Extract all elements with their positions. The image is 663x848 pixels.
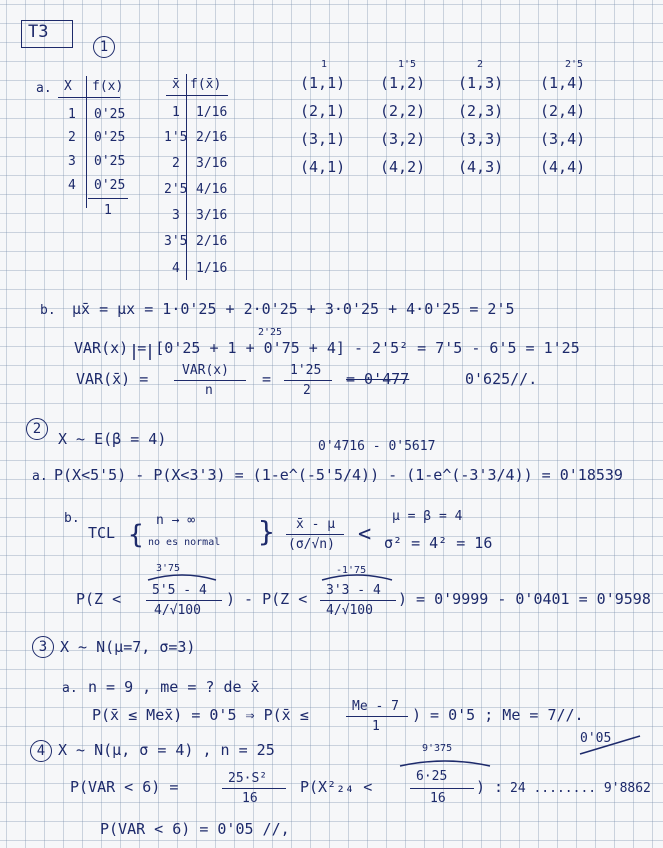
pair-3-1: (3,1)	[300, 130, 346, 148]
struck-value: = 0'477	[346, 370, 410, 388]
pair-mean-1: 1	[321, 59, 328, 70]
ex3-distribution: X ~ N(μ=7, σ=3)	[60, 638, 196, 656]
t1-x-4: 4	[68, 178, 76, 193]
chi-fraction-den: 16	[430, 791, 446, 806]
ex2-a-label: a.	[32, 469, 48, 484]
pair-2-2: (2,2)	[380, 102, 426, 120]
pair-1-4: (1,4)	[540, 74, 586, 92]
chi-bound-annotation: 9'375	[422, 743, 453, 754]
pair-mean-1-5: 1'5	[398, 59, 417, 70]
t2-f-6: 2/16	[196, 234, 228, 249]
t2-f-2: 2/16	[196, 130, 228, 145]
exercise-1-number: 1	[93, 36, 115, 58]
pair-1-3: (1,3)	[458, 74, 504, 92]
prob-part-1: P(Z <	[76, 590, 122, 608]
sheet-tag: T3	[28, 22, 49, 42]
tcl-condition-normal: no es normal	[148, 537, 221, 548]
tcl-condition-n: n → ∞	[156, 513, 196, 528]
t1-x-2: 2	[68, 130, 76, 145]
t1-header-fx: f(x)	[92, 79, 124, 94]
chi-table-row: 24 ........ 9'8862	[510, 781, 651, 796]
pair-4-2: (4,2)	[380, 158, 426, 176]
chi-prob-left: P(X²₂₄ <	[300, 778, 373, 796]
variance-fraction-num: VAR(x)	[182, 363, 229, 378]
less-than-symbol: <	[358, 522, 372, 547]
ex4-fraction-num: 25·S²	[228, 771, 268, 786]
t1-header-x: X	[64, 79, 72, 94]
ex1-b-label: b.	[40, 303, 56, 318]
pair-3-2: (3,2)	[380, 130, 426, 148]
t2-x-5: 3	[172, 208, 180, 223]
pair-1-1: (1,1)	[300, 74, 346, 92]
ex4-distribution: X ~ N(μ, σ = 4) , n = 25	[58, 741, 275, 759]
t1-f-4: 0'25	[94, 178, 126, 193]
ex2-b-label: b.	[64, 511, 80, 526]
chi-brace-icon	[400, 761, 490, 766]
t1-f-3: 0'25	[94, 154, 126, 169]
chi-table-column: 0'05	[580, 731, 612, 746]
exercise-2-number: 2	[26, 418, 48, 440]
variance-fraction2-den: 2	[303, 383, 311, 398]
ex3-a-label: a.	[62, 681, 78, 696]
ex3-median-den: 1	[372, 719, 380, 734]
t1-x-3: 3	[68, 154, 76, 169]
t2-x-1: 1	[172, 105, 180, 120]
ex3-median-result: ) = 0'5 ; Me = 7//.	[412, 706, 584, 724]
t2-f-4: 4/16	[196, 182, 228, 197]
ex3-median-num: Me - 7	[352, 699, 399, 714]
ex2-a-equation: P(X<5'5) - P(X<3'3) = (1-e^(-5'5/4)) - (1-e^(-3'3/4)) = 0'18539	[54, 466, 623, 484]
t2-header-fx: f(x̄)	[190, 77, 222, 92]
t1-x-1: 1	[68, 107, 76, 122]
variance-xbar-result: 0'625//.	[465, 370, 538, 388]
ex2-a-annotation: 0'4716 - 0'5617	[318, 439, 436, 454]
prob-fraction1-den: 4/√100	[154, 603, 201, 618]
t1-f-1: 0'25	[94, 107, 126, 122]
pair-1-2: (1,2)	[380, 74, 426, 92]
prob-part-2: ) - P(Z <	[226, 590, 308, 608]
t1-total: 1	[104, 203, 112, 218]
mean-equation: μx̄ = μx = 1·0'25 + 2·0'25 + 3·0'25 + 4·0'25 = 2'5	[72, 300, 515, 318]
t2-f-3: 3/16	[196, 156, 228, 171]
z-bound-1-annotation: 3'75	[156, 563, 181, 574]
t2-x-3: 2	[172, 156, 180, 171]
pair-mean-2: 2	[477, 59, 484, 70]
mu-beta-value: μ = β = 4	[392, 509, 463, 524]
chi-prob-right: ) :	[476, 778, 504, 796]
exercise-3-number: 3	[32, 636, 54, 658]
tcl-label: TCL	[88, 524, 116, 542]
pair-4-3: (4,3)	[458, 158, 504, 176]
ex4-prob-left: P(VAR < 6) =	[70, 778, 179, 796]
ex3-median-part-1: P(x̄ ≤ Mex̄) = 0'5 ⇒ P(x̄ ≤	[92, 706, 309, 724]
t2-x-7: 4	[172, 261, 180, 276]
prob-fraction1-num: 5'5 - 4	[152, 583, 207, 598]
ex3-a-statement: n = 9 , me = ? de x̄	[88, 678, 260, 696]
prob-brace-2-icon	[322, 575, 392, 580]
z-bound-2-annotation: -1'75	[336, 565, 367, 576]
pair-mean-2-5: 2'5	[565, 59, 584, 70]
pair-2-4: (2,4)	[540, 102, 586, 120]
pair-3-3: (3,3)	[458, 130, 504, 148]
prob-result: ) = 0'9999 - 0'0401 = 0'9598	[398, 590, 651, 608]
t2-f-5: 3/16	[196, 208, 228, 223]
variance-fraction2-num: 1'25	[290, 363, 322, 378]
prob-fraction2-num: 3'3 - 4	[326, 583, 381, 598]
tcl-brace-icon: {	[128, 520, 144, 550]
table-lookup-arrow-icon	[580, 736, 640, 754]
t1-f-2: 0'25	[94, 130, 126, 145]
pair-2-3: (2,3)	[458, 102, 504, 120]
variance-fraction-den: n	[205, 383, 213, 398]
tcl-close-brace-icon: }	[258, 515, 275, 548]
pair-3-4: (3,4)	[540, 130, 586, 148]
prob-fraction2-den: 4/√100	[326, 603, 373, 618]
z-fraction-num: x̄ - μ	[296, 517, 336, 532]
ex4-fraction-den: 16	[242, 791, 258, 806]
variance-annotation: 2'25	[258, 327, 283, 338]
variance-xbar-label: VAR(x̄) =	[76, 370, 149, 388]
ex4-final-answer: P(VAR < 6) = 0'05 //,	[100, 820, 290, 838]
prob-brace-1-icon	[148, 575, 216, 580]
pair-2-1: (2,1)	[300, 102, 346, 120]
t2-f-7: 1/16	[196, 261, 228, 276]
t2-x-6: 3'5	[164, 234, 188, 249]
variance-equals: =	[262, 370, 272, 388]
exercise-4-number: 4	[30, 740, 52, 762]
pair-4-1: (4,1)	[300, 158, 346, 176]
ex2-distribution: X ~ E(β = 4)	[58, 430, 167, 448]
ex1-a-label: a.	[36, 81, 52, 96]
bracket-ticks-icon	[134, 344, 150, 360]
sigma-value: σ² = 4² = 16	[384, 534, 493, 552]
t2-header-x: x̄	[172, 77, 180, 92]
variance-equation: VAR(x) = [0'25 + 1 + 0'75 + 4] - 2'5² = 7'5 - 6'5 = 1'25	[74, 339, 580, 357]
z-fraction-den: (σ/√n)	[288, 537, 335, 552]
t2-f-1: 1/16	[196, 105, 228, 120]
t2-x-2: 1'5	[164, 130, 188, 145]
t2-x-4: 2'5	[164, 182, 188, 197]
pair-4-4: (4,4)	[540, 158, 586, 176]
chi-fraction-num: 6·25	[416, 769, 448, 784]
